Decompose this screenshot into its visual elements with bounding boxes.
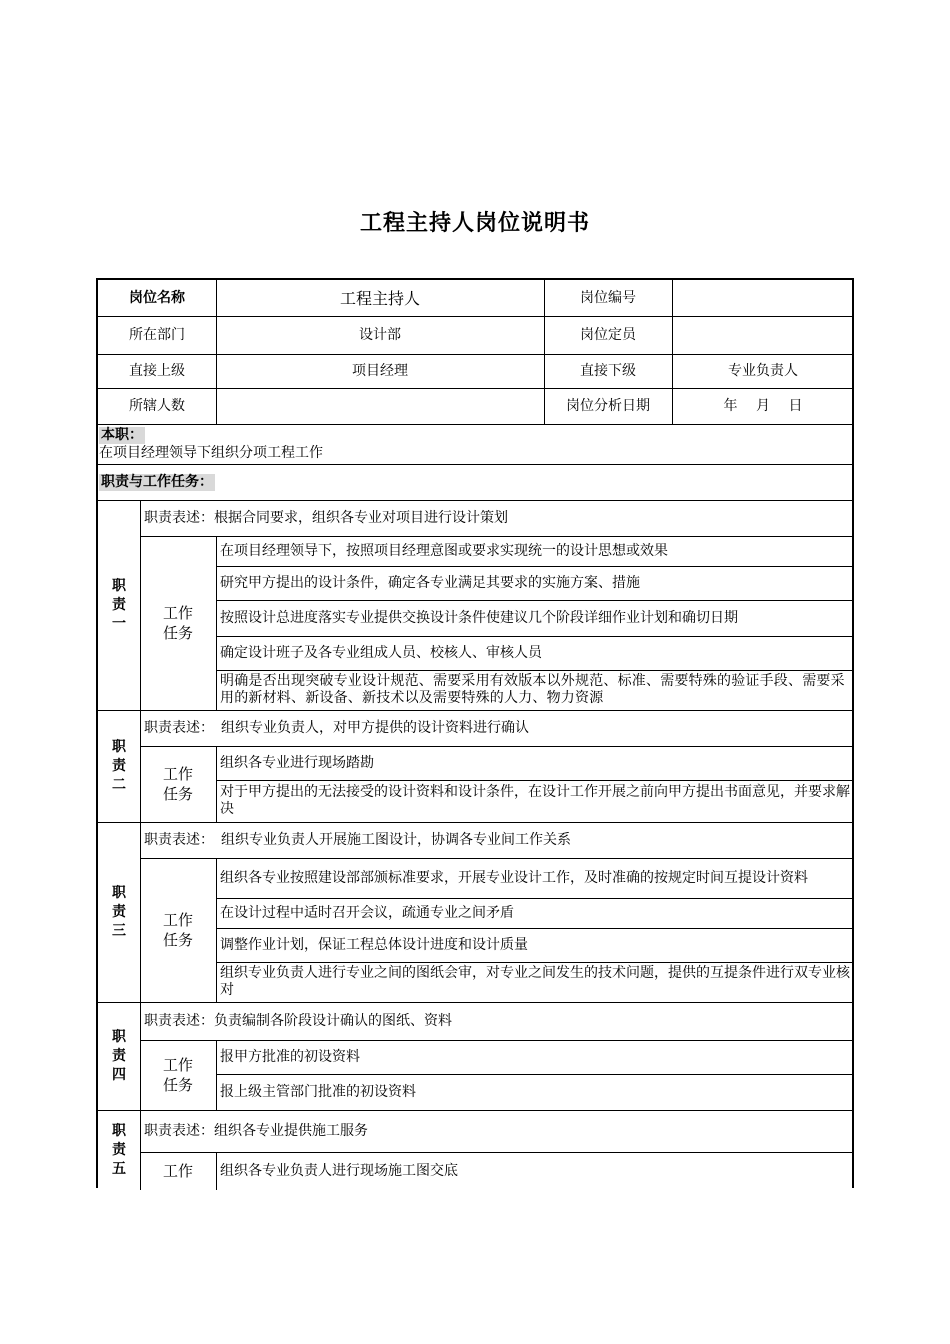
duty-1-task-1: 在项目经理领导下，按照项目经理意图或要求实现统一的设计思想或效果 (220, 542, 668, 559)
position-name-value: 工程主持人 (339, 288, 420, 308)
duty-1-task-3: 按照设计总进度落实专业提供交换设计条件使建议几个阶段详细作业计划和确切日期 (220, 609, 738, 626)
subordinate-value: 专业负责人 (728, 362, 798, 379)
duty-5-statement: 职责表述：组织各专业提供施工服务 (144, 1122, 368, 1139)
position-code-value (672, 280, 854, 316)
duty-5-task-1: 组织各专业负责人进行现场施工图交底 (220, 1162, 458, 1179)
duty-1-task-5: 明确是否出现突破专业设计规范、需要采用有效版本以外规范、标准、需要特殊的验证手段、需要采用的新材料、新设备、新技术以及需要特殊的人力、物力资源 (220, 673, 845, 706)
duty-1-task-2: 研究甲方提出的设计条件，确定各专业满足其要求的实施方案、措施 (220, 574, 640, 591)
duty-1-label: 职 责 一 (112, 577, 126, 632)
role-text: 在项目经理领导下组织分项工程工作 (99, 444, 323, 461)
duty-4-task-label: 工作 任务 (162, 1056, 193, 1094)
duty-3-task-3: 调整作业计划，保证工程总体设计进度和设计质量 (220, 936, 528, 953)
duty-2-label: 职 责 二 (112, 738, 126, 793)
department-label: 所在部门 (129, 326, 185, 343)
duty-4-task-1: 报甲方批准的初设资料 (220, 1048, 360, 1065)
duty-3-task-2: 在设计过程中适时召开会议，疏通专业之间矛盾 (220, 904, 514, 921)
duty-2-task-1: 组织各专业进行现场踏勘 (220, 754, 374, 771)
duty-4-task-2: 报上级主管部门批准的初设资料 (220, 1083, 416, 1100)
headcount-label: 所辖人数 (129, 397, 185, 414)
duty-2-task-2: 对于甲方提出的无法接受的设计资料和设计条件，在设计工作开展之前向甲方提出书面意见，并要求解决 (220, 784, 850, 817)
duty-3-task-1: 组织各专业按照建设部部颁标准要求，开展专业设计工作，及时准确的按规定时间互提设计资料 (220, 869, 808, 886)
duty-3-task-4: 组织专业负责人进行专业之间的图纸会审，对专业之间发生的技术问题，提供的互提条件进行双专业核对 (220, 965, 850, 998)
duty-1-task-4: 确定设计班子及各专业组成人员、校核人、审核人员 (220, 644, 542, 661)
job-description-table (96, 278, 854, 1188)
page-title: 工程主持人岗位说明书 (359, 211, 590, 236)
quota-value (672, 316, 854, 354)
duty-1-statement: 职责表述：根据合同要求，组织各专业对项目进行设计策划 (144, 509, 508, 526)
duty-5-label: 职 责 五 (112, 1122, 126, 1177)
duty-3-label: 职 责 三 (112, 884, 126, 939)
department-value: 设计部 (359, 326, 401, 343)
quota-label: 岗位定员 (580, 326, 636, 343)
analysis-date-label: 岗位分析日期 (566, 397, 650, 414)
superior-label: 直接上级 (129, 362, 185, 379)
duty-3-task-label: 工作 任务 (162, 911, 193, 949)
duty-1-task-label: 工作 任务 (162, 604, 193, 642)
superior-value: 项目经理 (352, 362, 408, 379)
subordinate-label: 直接下级 (580, 362, 636, 379)
duty-2-task-label: 工作 任务 (162, 765, 193, 803)
duty-3-statement: 职责表述： 组织专业负责人开展施工图设计，协调各专业间工作关系 (144, 831, 571, 848)
duty-2-statement: 职责表述： 组织专业负责人，对甲方提供的设计资料进行确认 (144, 719, 529, 736)
position-code-label: 岗位编号 (580, 289, 636, 306)
duty-4-label: 职 责 四 (112, 1028, 126, 1083)
duty-5-task-label: 工作 (162, 1162, 193, 1180)
analysis-date-value: 年 月 日 (723, 397, 803, 414)
headcount-value (216, 388, 544, 424)
duties-heading: 职责与工作任务： (101, 473, 213, 490)
role-label: 本职： (101, 426, 143, 443)
position-name-label: 岗位名称 (129, 289, 185, 306)
duty-4-statement: 职责表述：负责编制各阶段设计确认的图纸、资料 (144, 1012, 452, 1029)
